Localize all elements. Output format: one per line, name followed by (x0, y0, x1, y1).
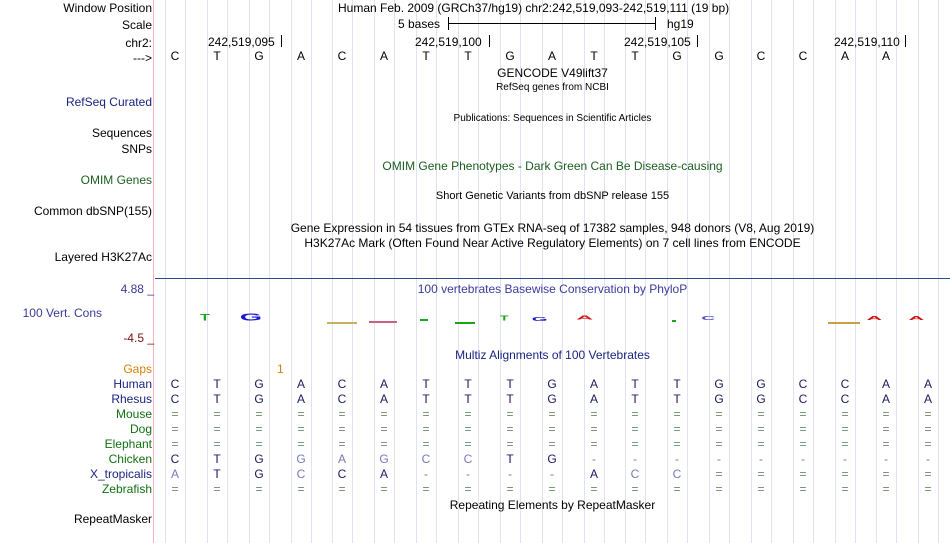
scale-text: 5 bases (398, 17, 441, 31)
alignment-base: G (714, 377, 724, 391)
alignment-base: T (464, 392, 472, 406)
alignment-base: = (673, 407, 681, 421)
coord-tick (905, 35, 906, 47)
alignment-base: C (170, 392, 180, 406)
alignment-base: - (424, 467, 428, 481)
scale-bar-right-tick (655, 17, 656, 30)
alignment-base: = (631, 422, 639, 436)
alignment-base: = (297, 437, 305, 451)
alignment-base: - (717, 452, 721, 466)
scale-label: Scale (121, 18, 152, 32)
alignment-base: = (213, 422, 221, 436)
alignment-base: = (422, 407, 430, 421)
alignment-base: - (884, 452, 888, 466)
alignment-base: G (296, 452, 306, 466)
cons-letter-a3: A (908, 314, 925, 322)
alignment-base: = (757, 407, 765, 421)
alignment-base: A (589, 467, 598, 481)
alignment-base: G (547, 452, 557, 466)
cons-bar (672, 320, 676, 322)
alignment-base: T (213, 392, 221, 406)
alignment-base: = (213, 482, 221, 496)
species-label[interactable]: Human (113, 377, 152, 391)
alignment-base: C (798, 377, 808, 391)
chrom-label: chr2: (125, 36, 152, 50)
alignment-base: = (338, 482, 346, 496)
alignment-base: T (631, 377, 639, 391)
alignment-base: = (673, 437, 681, 451)
cons-label[interactable]: 100 Vert. Cons (22, 306, 102, 320)
gaps-count: 1 (277, 362, 284, 376)
alignment-base: - (675, 452, 679, 466)
species-label[interactable]: Zebrafish (101, 482, 152, 496)
alignment-base: = (841, 467, 849, 481)
alignment-base: - (926, 452, 930, 466)
alignment-base: = (171, 482, 179, 496)
species-label[interactable]: Mouse (115, 407, 152, 421)
coord-label: 242,519,110 (834, 35, 900, 49)
h3k27ac-title[interactable]: H3K27Ac Mark (Often Found Near Active Regulatory Elements) on 7 cell lines from ENCODE (304, 236, 801, 250)
alignment-base: - (801, 452, 805, 466)
alignment-base: = (924, 467, 932, 481)
alignment-base: C (337, 392, 347, 406)
alignment-base: = (338, 422, 346, 436)
alignment-base: - (592, 452, 596, 466)
alignment-base: = (631, 482, 639, 496)
base-letter: G (254, 49, 264, 63)
alignment-base: = (548, 482, 556, 496)
cons-letter-t2: T (500, 314, 509, 322)
alignment-base: = (799, 437, 807, 451)
alignment-base: = (422, 437, 430, 451)
species-label[interactable]: Rhesus (111, 392, 152, 406)
h3k27ac-label[interactable]: Layered H3K27Ac (54, 250, 152, 264)
alignment-base: C (672, 467, 682, 481)
alignment-base: = (171, 437, 179, 451)
alignment-base: T (673, 392, 681, 406)
alignment-base: T (422, 392, 430, 406)
alignment-base: G (756, 377, 766, 391)
coord-tick (697, 35, 698, 47)
alignment-base: A (296, 392, 305, 406)
alignment-base: A (589, 377, 598, 391)
alignment-base: = (255, 407, 263, 421)
alignment-base: T (213, 452, 221, 466)
base-letter: T (422, 49, 430, 63)
cons-bar (455, 322, 475, 324)
alignment-base: = (715, 437, 723, 451)
alignment-base: = (255, 482, 263, 496)
alignment-base: C (798, 392, 808, 406)
alignment-base: A (379, 377, 388, 391)
dbsnp-title[interactable]: Short Genetic Variants from dbSNP release 155 (435, 190, 670, 202)
alignment-base: C (463, 452, 473, 466)
base-letter: A (840, 49, 849, 63)
species-label[interactable]: Dog (129, 422, 152, 436)
alignment-base: = (631, 407, 639, 421)
alignment-base: = (171, 422, 179, 436)
scale-bar-left-tick (448, 17, 449, 30)
alignment-base: = (506, 422, 514, 436)
alignment-base: = (464, 422, 472, 436)
alignment-base: = (171, 407, 179, 421)
alignment-base: = (422, 422, 430, 436)
species-label[interactable]: Elephant (104, 437, 152, 451)
alignment-base: = (338, 437, 346, 451)
alignment-base: A (337, 452, 346, 466)
alignment-base: = (799, 407, 807, 421)
alignment-base: T (506, 392, 514, 406)
alignment-base: = (882, 482, 890, 496)
cons-letter-a: A (576, 314, 594, 321)
alignment-base: C (421, 452, 431, 466)
alignment-base: T (213, 467, 221, 481)
omim-title[interactable]: OMIM Gene Phenotypes - Dark Green Can Be Disease-causing (382, 159, 723, 173)
alignment-base: C (337, 377, 347, 391)
coord-tick (281, 35, 282, 47)
strand-label: ---> (133, 51, 152, 65)
alignment-base: G (547, 392, 557, 406)
alignment-base: = (590, 422, 598, 436)
alignment-base: = (464, 407, 472, 421)
refseq-label[interactable]: RefSeq Curated (65, 95, 152, 109)
alignment-base: = (757, 437, 765, 451)
alignment-base: A (881, 377, 890, 391)
alignment-base: C (296, 467, 306, 481)
gencode-title[interactable]: GENCODE V49lift37 (497, 66, 608, 80)
alignment-base: C (840, 392, 850, 406)
cons-letter-g2: G (531, 315, 548, 323)
alignment-base: = (715, 467, 723, 481)
alignment-base: C (840, 377, 850, 391)
alignment-base: = (255, 422, 263, 436)
alignment-base: = (380, 422, 388, 436)
alignment-base: = (380, 437, 388, 451)
coord-label: 242,519,095 (208, 35, 275, 49)
alignment-base: = (338, 407, 346, 421)
alignment-base: = (924, 437, 932, 451)
alignment-base: = (506, 407, 514, 421)
base-letter: C (756, 49, 766, 63)
window-position-label: Window Position (63, 1, 152, 15)
base-letter: A (547, 49, 556, 63)
alignment-base: = (590, 437, 598, 451)
repeatmasker-label[interactable]: RepeatMasker (73, 512, 152, 526)
alignment-base: - (843, 452, 847, 466)
base-letter: G (505, 49, 515, 63)
cons-min-label: -4.5 _ (123, 331, 154, 345)
base-letter: C (337, 49, 347, 63)
alignment-base: = (841, 422, 849, 436)
alignment-base: T (506, 452, 514, 466)
alignment-base: = (213, 407, 221, 421)
alignment-base: A (923, 377, 932, 391)
alignment-base: T (464, 377, 472, 391)
repeatmasker-title[interactable]: Repeating Elements by RepeatMasker (449, 498, 656, 512)
alignment-base: G (714, 392, 724, 406)
alignment-base: T (422, 377, 430, 391)
alignment-base: = (548, 422, 556, 436)
omim-label[interactable]: OMIM Genes (80, 173, 152, 187)
base-letter: C (170, 49, 180, 63)
scale-bar (448, 23, 656, 24)
alignment-base: = (924, 407, 932, 421)
alignment-base: = (590, 407, 598, 421)
alignment-base: = (841, 482, 849, 496)
base-letter: A (881, 49, 890, 63)
alignment-base: = (757, 482, 765, 496)
track-divider (155, 278, 950, 279)
alignment-base: = (882, 437, 890, 451)
sequences-label[interactable]: Sequences (91, 126, 152, 140)
alignment-base: - (759, 452, 763, 466)
alignment-base: A (379, 392, 388, 406)
snps-label[interactable]: SNPs (121, 142, 152, 156)
alignment-base: A (589, 392, 598, 406)
alignment-base: G (547, 377, 557, 391)
alignment-base: C (337, 467, 347, 481)
alignment-base: = (715, 407, 723, 421)
alignment-base: = (757, 422, 765, 436)
publications-title[interactable]: Publications: Sequences in Scientific Articles (453, 113, 652, 124)
alignment-base: = (464, 482, 472, 496)
cons-bar (420, 319, 428, 321)
base-letter: G (714, 49, 724, 63)
alignment-base: = (422, 482, 430, 496)
alignment-base: C (630, 467, 640, 481)
alignment-base: = (297, 422, 305, 436)
alignment-base: A (296, 377, 305, 391)
alignment-base: T (213, 377, 221, 391)
base-letter: T (590, 49, 598, 63)
alignment-base: = (380, 407, 388, 421)
alignment-base: = (882, 467, 890, 481)
alignment-base: = (715, 482, 723, 496)
alignment-base: T (631, 392, 639, 406)
alignment-base: = (297, 482, 305, 496)
alignment-base: = (799, 422, 807, 436)
dbsnp-label[interactable]: Common dbSNP(155) (33, 204, 152, 218)
gtex-title[interactable]: Gene Expression in 54 tissues from GTEx RNA-seq of 17382 samples, 948 donors (V8, Aug 2019) (290, 221, 815, 235)
alignment-base: = (673, 482, 681, 496)
alignment-base: = (841, 437, 849, 451)
species-label[interactable]: X_tropicalis (89, 467, 152, 481)
base-letter: A (379, 49, 388, 63)
alignment-base: A (379, 467, 388, 481)
alignment-base: - (466, 467, 470, 481)
coord-tick (489, 35, 490, 47)
species-label[interactable]: Chicken (108, 452, 152, 466)
alignment-base: = (799, 482, 807, 496)
alignment-base: G (254, 392, 264, 406)
alignment-base: = (841, 407, 849, 421)
alignment-base: = (715, 422, 723, 436)
alignment-base: = (380, 482, 388, 496)
alignment-base: = (590, 482, 598, 496)
scale-assembly: hg19 (667, 17, 694, 31)
alignment-base: T (506, 377, 514, 391)
alignment-base: - (550, 467, 554, 481)
alignment-base: C (170, 377, 180, 391)
base-letter: T (631, 49, 639, 63)
alignment-base: = (924, 482, 932, 496)
alignment-base: - (508, 467, 512, 481)
base-letter: T (213, 49, 221, 63)
alignment-base: = (464, 437, 472, 451)
alignment-base: = (882, 422, 890, 436)
alignment-base: = (548, 437, 556, 451)
alignment-base: = (799, 467, 807, 481)
base-letter: T (464, 49, 472, 63)
alignment-base: = (757, 467, 765, 481)
cons-bar (369, 321, 397, 323)
alignment-base: A (881, 392, 890, 406)
cons-max-label: 4.88 _ (120, 282, 154, 296)
base-letter: A (296, 49, 305, 63)
cons-letter-g: G (239, 311, 263, 323)
alignment-base: G (254, 377, 264, 391)
cons-letter-c: C (701, 314, 716, 322)
alignment-base: = (882, 407, 890, 421)
coord-label: 242,519,105 (624, 35, 691, 49)
coord-label: 242,519,100 (415, 35, 482, 49)
alignment-base: = (213, 437, 221, 451)
alignment-base: = (255, 437, 263, 451)
alignment-base: A (170, 467, 179, 481)
alignment-base: G (756, 392, 766, 406)
alignment-base: = (506, 482, 514, 496)
alignment-base: G (379, 452, 389, 466)
alignment-base: = (631, 437, 639, 451)
cons-bar (327, 322, 357, 324)
cons-letter-t: T (200, 312, 210, 323)
window-position-value[interactable]: Human Feb. 2009 (GRCh37/hg19) chr2:242,519,093-242,519,111 (19 bp) (338, 1, 730, 15)
alignment-base: = (548, 407, 556, 421)
alignment-base: = (297, 407, 305, 421)
conservation-title[interactable]: 100 vertebrates Basewise Conservation by PhyloP (417, 282, 688, 296)
alignment-base: = (673, 422, 681, 436)
alignment-base: = (924, 422, 932, 436)
refseq-subtitle[interactable]: RefSeq genes from NCBI (496, 82, 609, 93)
base-letter: C (798, 49, 808, 63)
alignment-base: G (254, 452, 264, 466)
alignment-base: A (923, 392, 932, 406)
base-letter: G (672, 49, 682, 63)
cons-letter-a2: A (866, 314, 883, 322)
label-separator (153, 0, 154, 543)
gaps-label[interactable]: Gaps (123, 362, 152, 376)
alignment-base: G (254, 467, 264, 481)
alignment-base: = (506, 437, 514, 451)
alignment-base: C (170, 452, 180, 466)
multiz-title[interactable]: Multiz Alignments of 100 Vertebrates (455, 348, 650, 362)
alignment-base: - (633, 452, 637, 466)
alignment-base: T (673, 377, 681, 391)
cons-bar (828, 322, 860, 324)
